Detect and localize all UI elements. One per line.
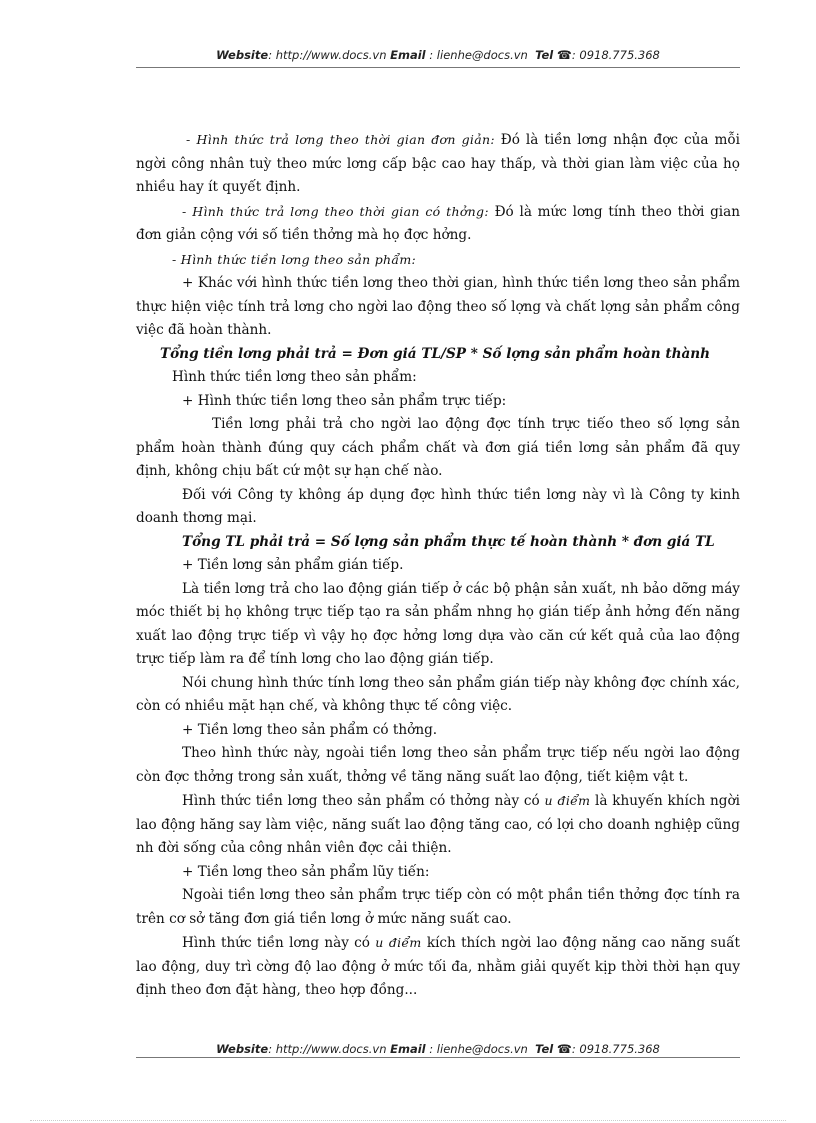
paragraph: + Tiền lơng sản phẩm gián tiếp. xyxy=(182,557,404,573)
email-label: Email xyxy=(390,48,426,62)
formula: Tổng tiền lơng phải trả = Đơn giá TL/SP * Số lợng sản phẩm hoàn thành xyxy=(160,345,711,362)
tel-number: : 0918.775.368 xyxy=(571,1042,660,1056)
website-label: Website xyxy=(216,48,269,62)
email-label: Email xyxy=(390,1042,426,1056)
page-header xyxy=(136,48,740,62)
paragraph: Đối với Công ty không áp dụng đợc hình thức tiền lơng này vì là Công ty kinh doanh thơng mại. xyxy=(136,486,740,526)
page-edge-divider xyxy=(30,1120,786,1121)
paragraph: Là tiền lơng trả cho lao động gián tiếp ở các bộ phận sản xuất, nh bảo dỡng máy móc thiết bị họ không trực tiếp tạo ra sản phẩm nhng họ gián tiếp ảnh hởng đến năng xuất lao động trực tiếp vì vậy họ đợc hởng lơng dựa vào căn cứ kết quả của lao động trực tiếp làm ra để tính lơng cho lao động gián tiếp. xyxy=(136,580,740,667)
website-url: : http://www.docs.vn xyxy=(268,1042,387,1056)
paragraph: Theo hình thức này, ngoài tiền lơng theo sản phẩm trực tiếp nếu ngời lao động còn đợc thởng trong sản xuất, thởng về tăng năng suất lao động, tiết kiệm vật t. xyxy=(136,745,740,785)
header-rule xyxy=(136,67,740,68)
tel-number: : 0918.775.368 xyxy=(571,48,660,62)
tel-label: Tel xyxy=(535,48,554,62)
page-footer xyxy=(136,1042,740,1056)
paragraph: + Khác với hình thức tiền lơng theo thời gian, hình thức tiền lơng theo sản phẩm thực hiện việc tính trả lơng cho ngời lao động theo số lợng và chất lợng sản phẩm công việc đã hoàn thành. xyxy=(136,275,740,338)
tel-label: Tel xyxy=(535,1042,554,1056)
paragraph: - Hình thức trả lơng theo thời gian đơn giản: Đó là tiền lơng nhận đợc của mỗi ngời công nhân tuỳ theo mức lơng cấp bậc cao hay thấp, và thời gian làm việc của họ nhiều hay ít quyết định. xyxy=(136,132,740,195)
phone-icon: ☎ xyxy=(556,48,572,62)
footer-rule xyxy=(136,1057,740,1058)
paragraph: Tiền lơng phải trả cho ngời lao động đợc tính trực tiếo theo số lợng sản phẩm hoàn thành đúng quy cách phẩm chất và đơn giá tiền lơng sản phẩm đã quy định, không chịu bất cứ một sự hạn chế nào. xyxy=(136,416,740,479)
paragraph: + Hình thức tiền lơng theo sản phẩm trực tiếp: xyxy=(182,392,507,409)
website-url: : http://www.docs.vn xyxy=(268,48,387,62)
formula: Tổng TL phải trả = Số lợng sản phẩm thực tế hoàn thành * đơn giá TL xyxy=(182,533,715,550)
paragraph: Hình thức tiền lơng theo sản phẩm: xyxy=(172,369,417,385)
email-address: : lienhe@docs.vn xyxy=(425,48,528,62)
phone-icon: ☎ xyxy=(556,1042,572,1056)
paragraph: - Hình thức trả lơng theo thời gian có thởng: Đó là mức lơng tính theo thời gian đơn giản cộng với số tiền thởng mà họ đợc hởng. xyxy=(136,203,740,243)
website-label: Website xyxy=(216,1042,269,1056)
document-body xyxy=(136,128,740,1003)
paragraph: Nói chung hình thức tính lơng theo sản phẩm gián tiếp này không đợc chính xác, còn có nhiều mặt hạn chế, và không thực tế công việc. xyxy=(136,674,740,714)
paragraph: Ngoài tiền lơng theo sản phẩm trực tiếp còn có một phần tiền thởng đợc tính ra trên cơ sở tăng đơn giá tiền lơng ở mức năng suất cao. xyxy=(136,887,740,927)
email-address: : lienhe@docs.vn xyxy=(425,1042,528,1056)
paragraph: - Hình thức tiền lơng theo sản phẩm: xyxy=(172,251,416,267)
paragraph: + Tiền lơng theo sản phẩm có thởng. xyxy=(182,721,438,738)
paragraph: Hình thức tiền lơng theo sản phẩm có thởng này có u điểm là khuyến khích ngời lao động hăng say làm việc, năng suất lao động tăng cao, có lợi cho doanh nghiệp cũng nh đời sống của công nhân viên đợc cải thiện. xyxy=(136,793,740,856)
paragraph: Hình thức tiền lơng này có u điểm kích thích ngời lao động năng cao năng suất lao động, duy trì cờng độ lao động ở mức tối đa, nhằm giải quyết kịp thời thời hạn quy định theo đơn đặt hàng, theo hợp đồng... xyxy=(136,935,740,998)
paragraph: + Tiền lơng theo sản phẩm lũy tiến: xyxy=(182,863,430,880)
